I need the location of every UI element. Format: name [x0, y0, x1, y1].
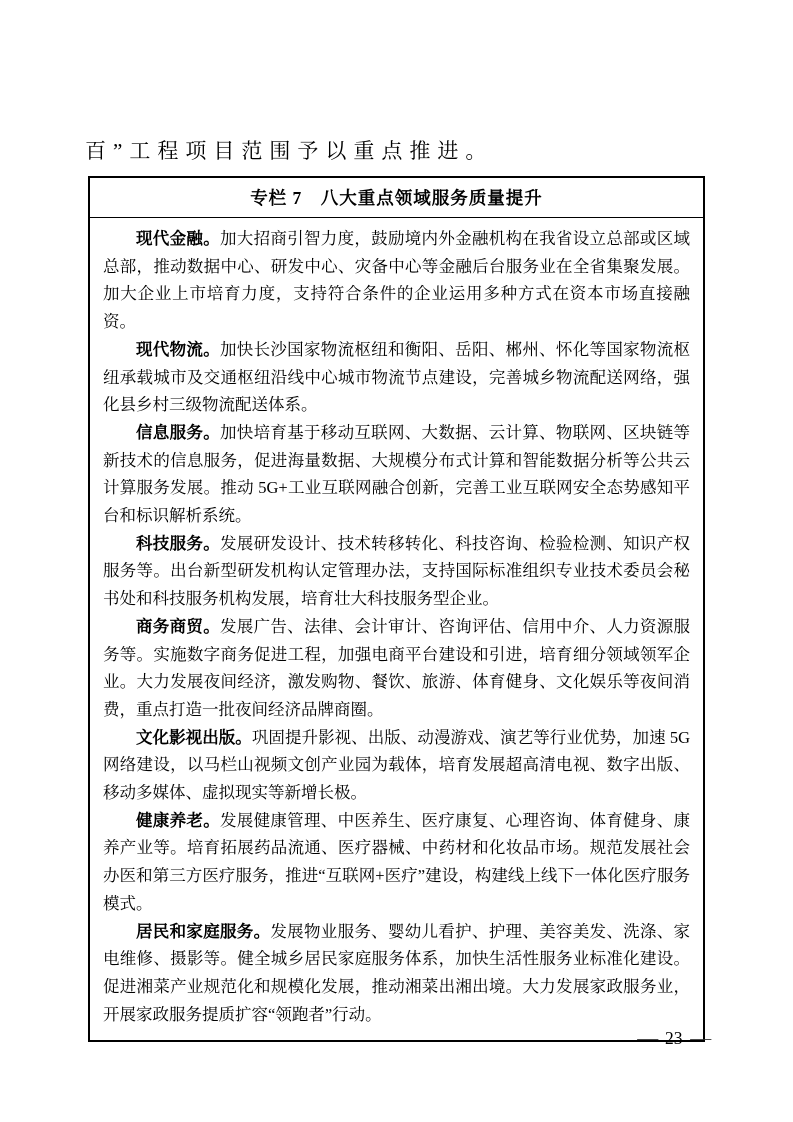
- page-number-dash-right: —: [689, 1028, 711, 1048]
- box-paragraph-business-trade: [103, 613, 690, 724]
- paragraph-body: 发展研发设计、技术转移转化、科技咨询、检验检测、知识产权服务等。出台新型研发机构认定管理办法，支持国际标准组织专业技术委员会秘书处和科技服务机构发展，培育壮大科技服务型企业。: [103, 533, 690, 609]
- paragraph-body: 发展物业服务、婴幼儿看护、护理、美容美发、洗涤、家电维修、摄影等。健全城乡居民家庭服务体系，加快生活性服务业标准化建设。促进湘菜产业规范化和规模化发展，推动湘菜出湘出境。大力发展家政服务业，开展家政服务提质扩容“领跑者”行动。: [103, 921, 690, 1024]
- box-paragraph-information-services: [103, 419, 690, 530]
- paragraph-lead: 居民和家庭服务。: [136, 921, 271, 941]
- intro-text: 百”工程项目范围予以重点推进。: [85, 139, 494, 163]
- paragraph-body: 加快培育基于移动互联网、大数据、云计算、物联网、区块链等新技术的信息服务，促进海量数据、大规模分布式计算和智能数据分析等公共云计算服务发展。推动 5G+工业互联网融合创新，完善工业互联网安全态势感知平台和标识解析系统。: [103, 422, 690, 526]
- paragraph-body: 发展广告、法律、会计审计、咨询评估、信用中介、人力资源服务等。实施数字商务促进工程，加强电商平台建设和引进，培育细分领域领军企业。大力发展夜间经济，激发购物、餐饮、旅游、体育健身、文化娱乐等夜间消费，重点打造一批夜间经济品牌商圈。: [103, 616, 690, 719]
- paragraph-body: 巩固提升影视、出版、动漫游戏、演艺等行业优势，加速 5G 网络建设，以马栏山视频文创产业园为载体，培育发展超高清电视、数字出版、移动多媒体、虚拟现实等新增长极。: [103, 727, 691, 803]
- box-paragraph-tech-services: [103, 530, 690, 613]
- box-paragraph-culture-media: [103, 724, 690, 807]
- paragraph-lead: 健康养老。: [136, 810, 220, 830]
- paragraph-lead: 科技服务。: [136, 533, 220, 553]
- paragraph-lead: 商务商贸。: [136, 616, 220, 636]
- page-number-dash-left: —: [636, 1028, 658, 1048]
- paragraph-body: 加快长沙国家物流枢纽和衡阳、岳阳、郴州、怀化等国家物流枢纽承载城市及交通枢纽沿线中心城市物流节点建设，完善城乡物流配送网络，强化县乡村三级物流配送体系。: [103, 339, 690, 415]
- paragraph-body: 加大招商引智力度，鼓励境内外金融机构在我省设立总部或区域总部，推动数据中心、研发中心、灾备中心等金融后台服务业在全省集聚发展。加大企业上市培育力度，支持符合条件的企业运用多种方式在资本市场直接融资。: [103, 229, 690, 332]
- box-paragraph-modern-logistics: [103, 336, 690, 419]
- box-body: [90, 218, 703, 1040]
- callout-box: [88, 176, 705, 1042]
- box-paragraph-health-eldercare: [103, 807, 690, 918]
- box-title: 专栏 7 八大重点领域服务质量提升: [90, 178, 703, 218]
- box-paragraph-modern-finance: [103, 225, 690, 336]
- page-number-value: 23: [665, 1028, 683, 1048]
- paragraph-lead: 现代金融。: [136, 229, 220, 248]
- box-paragraph-resident-family-services: [103, 918, 690, 1029]
- paragraph-body: 发展健康管理、中医养生、医疗康复、心理咨询、体育健身、康养产业等。培育拓展药品流通、医疗器械、中药材和化妆品市场。规范发展社会办医和第三方医疗服务，推进“互联网+医疗”建设，构建线上线下一体化医疗服务模式。: [103, 810, 690, 913]
- paragraph-lead: 文化影视出版。: [136, 727, 252, 747]
- paragraph-lead: 现代物流。: [136, 339, 220, 359]
- page-number: [636, 1026, 711, 1050]
- paragraph-lead: 信息服务。: [136, 422, 220, 442]
